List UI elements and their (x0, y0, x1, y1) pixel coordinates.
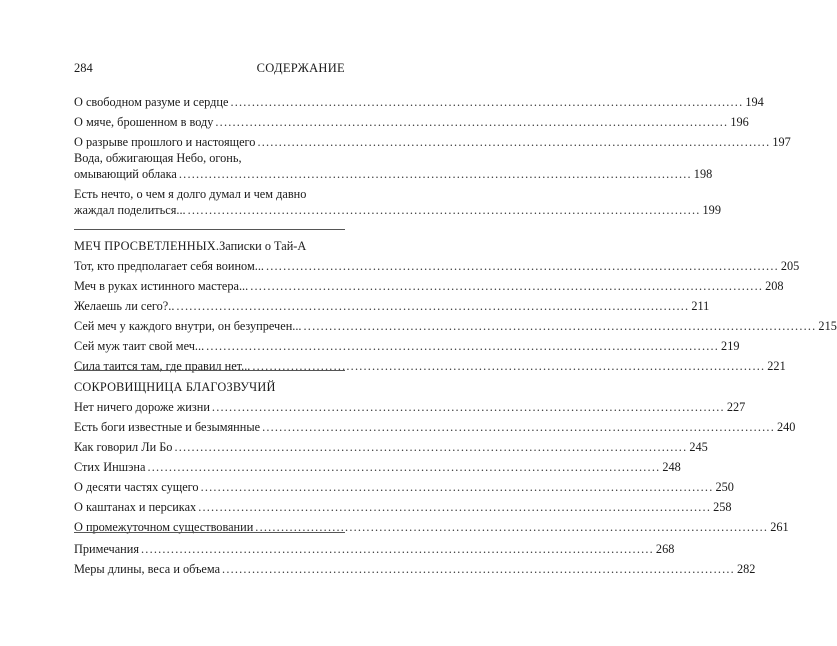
toc-page: 197 (772, 135, 791, 149)
leader-dots: ........................................................................................................................ (215, 115, 729, 129)
toc-appendix (74, 537, 756, 577)
leader-dots: ........................................................................................................................ (211, 400, 725, 414)
toc-entry: Тот, кто предполагает себя воином... ........................................................................................................................ 205 (74, 259, 800, 273)
leader-dots: ........................................................................................................................ (187, 203, 701, 217)
toc-section-sword (74, 234, 837, 374)
leader-dots: ........................................................................................................................ (252, 359, 766, 373)
leader-dots: ........................................................................................................................ (147, 460, 661, 474)
toc-page: 196 (730, 115, 749, 129)
toc-page: 248 (662, 460, 681, 474)
leader-dots: ........................................................................................................................ (250, 279, 764, 293)
leader-dots: ........................................................................................................................ (176, 299, 690, 313)
leader-dots: ........................................................................................................................ (174, 440, 688, 454)
toc-entry: О промежуточном существовании ........................................................................................................................ 261 (74, 520, 789, 534)
leader-dots: ........................................................................................................................ (178, 167, 692, 181)
leader-dots: ........................................................................................................................ (257, 135, 771, 149)
leader-dots: ........................................................................................................................ (262, 420, 775, 434)
page-number: 284 (74, 61, 93, 75)
toc-page: 208 (765, 279, 784, 293)
toc-page: 261 (770, 520, 789, 534)
leader-dots: ........................................................................................................................ (141, 542, 654, 556)
section-heading: СОКРОВИЩНИЦА БЛАГОЗВУЧИЙ (74, 380, 276, 394)
toc-entry: О мяче, брошенном в воду ........................................................................................................................ 196 (74, 115, 749, 129)
toc-entry: Примечания ........................................................................................................................ 268 (74, 542, 675, 556)
section-divider (74, 229, 345, 230)
toc-entry: О разрыве прошлого и настоящего ........................................................................................................................ 197 (74, 135, 791, 149)
leader-dots: ........................................................................................................................ (198, 500, 712, 514)
toc-entry: Сей меч у каждого внутри, он безупречен... ........................................................................................................................ 215 (74, 319, 837, 333)
running-title: СОДЕРЖАНИЕ (256, 61, 345, 75)
toc-entry: Есть боги известные и безымянные ........................................................................................................................ 240 (74, 420, 796, 434)
toc-entry: Желаешь ли сего?.. ........................................................................................................................ 211 (74, 299, 710, 313)
toc-entry: Нет ничего дороже жизни ........................................................................................................................ 227 (74, 400, 746, 414)
leader-dots: ........................................................................................................................ (200, 480, 714, 494)
toc-section-treasury (74, 375, 796, 535)
toc-page: 268 (655, 542, 675, 556)
toc-page: 221 (767, 359, 786, 373)
toc-page: 205 (780, 259, 800, 273)
toc-entry: О свободном разуме и сердце ........................................................................................................................ 194 (74, 95, 764, 109)
running-head (74, 60, 345, 76)
toc-entry-multiline: Вода, обжигающая Небо, огонь, омывающий облака ........................................................................................................................ 198 (74, 151, 713, 181)
toc-entry: Меч в руках истинного мастера... ........................................................................................................................ 208 (74, 279, 784, 293)
toc-entry: Сила таится там, где правил нет... ........................................................................................................................ 221 (74, 359, 786, 373)
toc-entry: Как говорил Ли Бо ........................................................................................................................ 245 (74, 440, 708, 454)
toc-page: 198 (693, 167, 713, 181)
leader-dots: ........................................................................................................................ (255, 520, 769, 534)
toc-page: 282 (736, 562, 756, 576)
leader-dots: ........................................................................................................................ (206, 339, 720, 353)
section-divider (74, 370, 345, 371)
toc-entry: О десяти частях сущего ........................................................................................................................ 250 (74, 480, 734, 494)
toc-page: 199 (702, 203, 721, 217)
leader-dots: ........................................................................................................................ (265, 259, 779, 273)
toc-page: 240 (776, 420, 796, 434)
leader-dots: ........................................................................................................................ (222, 562, 735, 576)
leader-dots: ........................................................................................................................ (303, 319, 817, 333)
toc-page: 194 (745, 95, 764, 109)
toc-group-1 (74, 90, 791, 222)
toc-page: 215 (818, 319, 837, 333)
leader-dots: ........................................................................................................................ (230, 95, 744, 109)
toc-entry: О каштанах и персиках ........................................................................................................................ 258 (74, 500, 732, 514)
toc-entry: Меры длины, веса и объема ........................................................................................................................ 282 (74, 562, 756, 576)
toc-page: 250 (715, 480, 734, 494)
toc-entry-multiline: Есть нечто, о чем я долго думал и чем давно жаждал поделиться... ........................................................................................................................ 199 (74, 187, 721, 217)
toc-page: 245 (689, 440, 708, 454)
toc-page: 219 (721, 339, 740, 353)
section-divider (74, 532, 345, 533)
toc-entry: Стих Иншэна ........................................................................................................................ 248 (74, 460, 681, 474)
section-heading: МЕЧ ПРОСВЕТЛЕННЫХ. Записки о Тай-А (74, 239, 307, 253)
toc-page: 211 (691, 299, 710, 313)
toc-page: 227 (726, 400, 746, 414)
toc-entry: Сей муж таит свой меч... ........................................................................................................................ 219 (74, 339, 740, 353)
toc-page: 258 (713, 500, 732, 514)
